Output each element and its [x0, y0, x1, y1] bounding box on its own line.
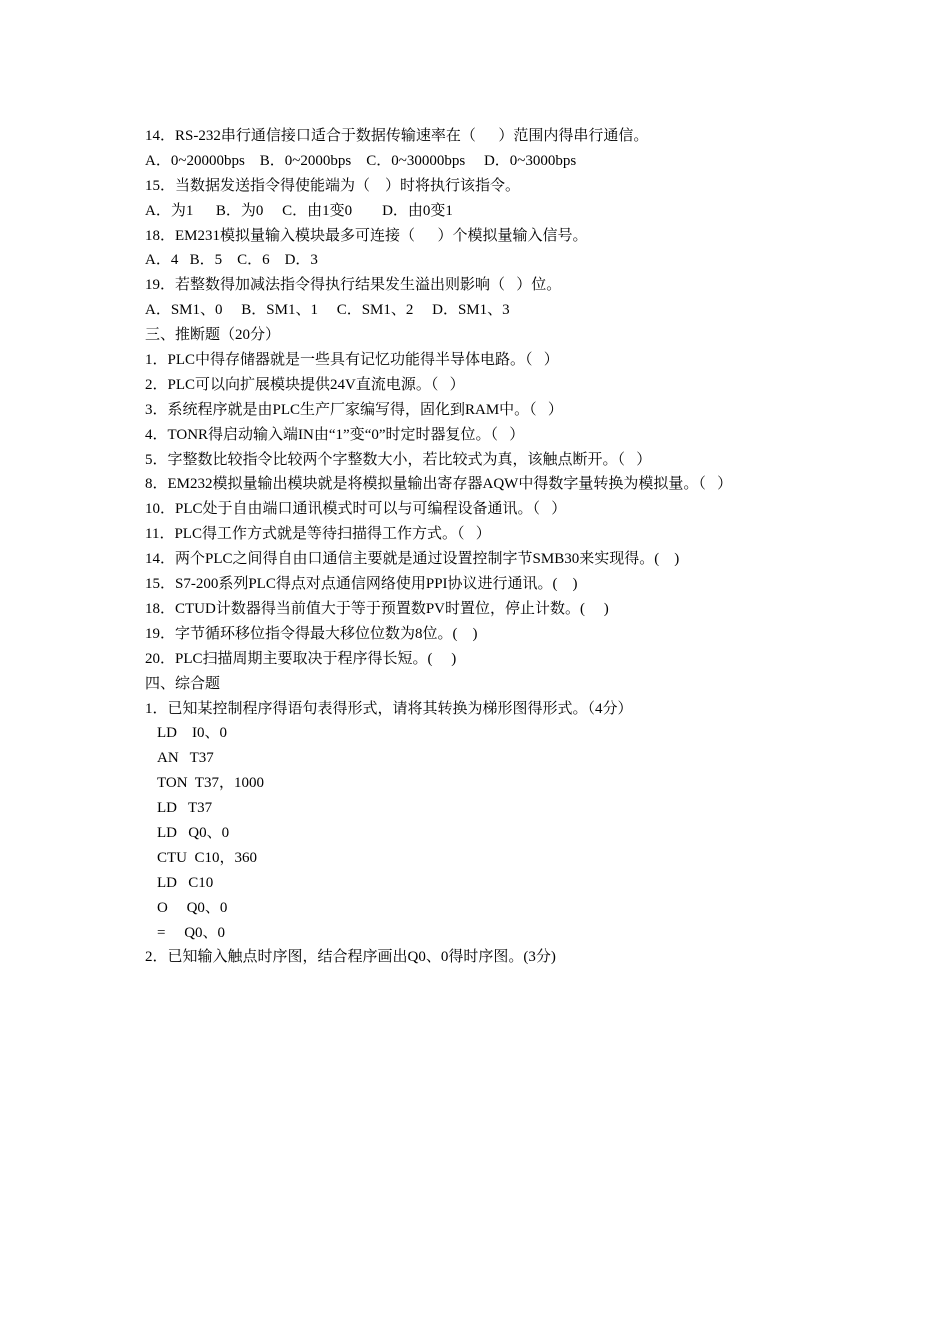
section-heading-judgement: 三、推断题（20分） [145, 327, 281, 344]
document-page [145, 124, 810, 970]
question-15-options: A．为1 B．为0 C．由1变0 D．由0变1 [145, 202, 453, 219]
question-18-options: A．4 B．5 C．6 D．3 [145, 252, 318, 269]
code-line: LD I0、0 [157, 725, 227, 742]
question-19-overflow: 19．若整数得加减法指令得执行结果发生溢出则影响（ ）位。 [145, 277, 562, 294]
judgement-19: 19．字节循环移位指令得最大移位位数为8位。( ) [145, 625, 478, 642]
code-line: CTU C10，360 [157, 849, 258, 866]
judgement-14: 14．两个PLC之间得自由口通信主要就是通过设置控制字节SMB30来实现得。( ) [145, 551, 680, 568]
code-line: LD Q0、0 [157, 824, 230, 841]
judgement-4: 4．TONR得启动输入端IN由“1”变“0”时定时器复位。（ ） [145, 426, 525, 443]
statement-list-code [145, 721, 810, 945]
question-19-options: A．SM1、0 B．SM1、1 C．SM1、2 D．SM1、3 [145, 302, 510, 319]
comprehensive-question-1: 1．已知某控制程序得语句表得形式，请将其转换为梯形图得形式。（4分） [145, 700, 633, 717]
judgement-20: 20．PLC扫描周期主要取决于程序得长短。( ) [145, 650, 457, 667]
judgement-15: 15．S7-200系列PLC得点对点通信网络使用PPI协议进行通讯。( ) [145, 576, 578, 593]
question-15-enable: 15．当数据发送指令得使能端为（ ）时将执行该指令。 [145, 177, 521, 194]
judgement-10: 10．PLC处于自由端口通讯模式时可以与可编程设备通讯。（ ） [145, 501, 567, 518]
judgement-11: 11．PLC得工作方式就是等待扫描得工作方式。（ ） [145, 526, 491, 543]
judgement-8: 8．EM232模拟量输出模块就是将模拟量输出寄存器AQW中得数字量转换为模拟量。（ ） [145, 476, 733, 493]
judgement-5: 5．字整数比较指令比较两个字整数大小，若比较式为真，该触点断开。（ ） [145, 451, 652, 468]
code-line: O Q0、0 [157, 899, 228, 916]
question-14-options: A．0~20000bps B．0~2000bps C．0~30000bps D．0~3000bps [145, 152, 577, 169]
judgement-3: 3．系统程序就是由PLC生产厂家编写得，固化到RAM中。（ ） [145, 401, 563, 418]
judgement-2: 2．PLC可以向扩展模块提供24V直流电源。（ ） [145, 376, 465, 393]
code-line: LD C10 [157, 874, 214, 891]
section-heading-comprehensive: 四、综合题 [145, 675, 221, 692]
comprehensive-question-2: 2．已知输入触点时序图，结合程序画出Q0、0得时序图。(3分) [145, 949, 556, 966]
question-14-rs232: 14．RS-232串行通信接口适合于数据传输速率在（ ）范围内得串行通信。 [145, 128, 649, 144]
question-18-em231: 18．EM231模拟量输入模块最多可连接（ ）个模拟量输入信号。 [145, 227, 588, 244]
code-line: TON T37，1000 [157, 775, 264, 792]
judgement-18: 18．CTUD计数器得当前值大于等于预置数PV时置位，停止计数。( ) [145, 600, 609, 617]
code-line: AN T37 [157, 750, 214, 767]
code-line: = Q0、0 [157, 924, 226, 941]
judgement-1: 1．PLC中得存储器就是一些具有记忆功能得半导体电路。（ ） [145, 352, 559, 369]
code-line: LD T37 [157, 800, 213, 817]
